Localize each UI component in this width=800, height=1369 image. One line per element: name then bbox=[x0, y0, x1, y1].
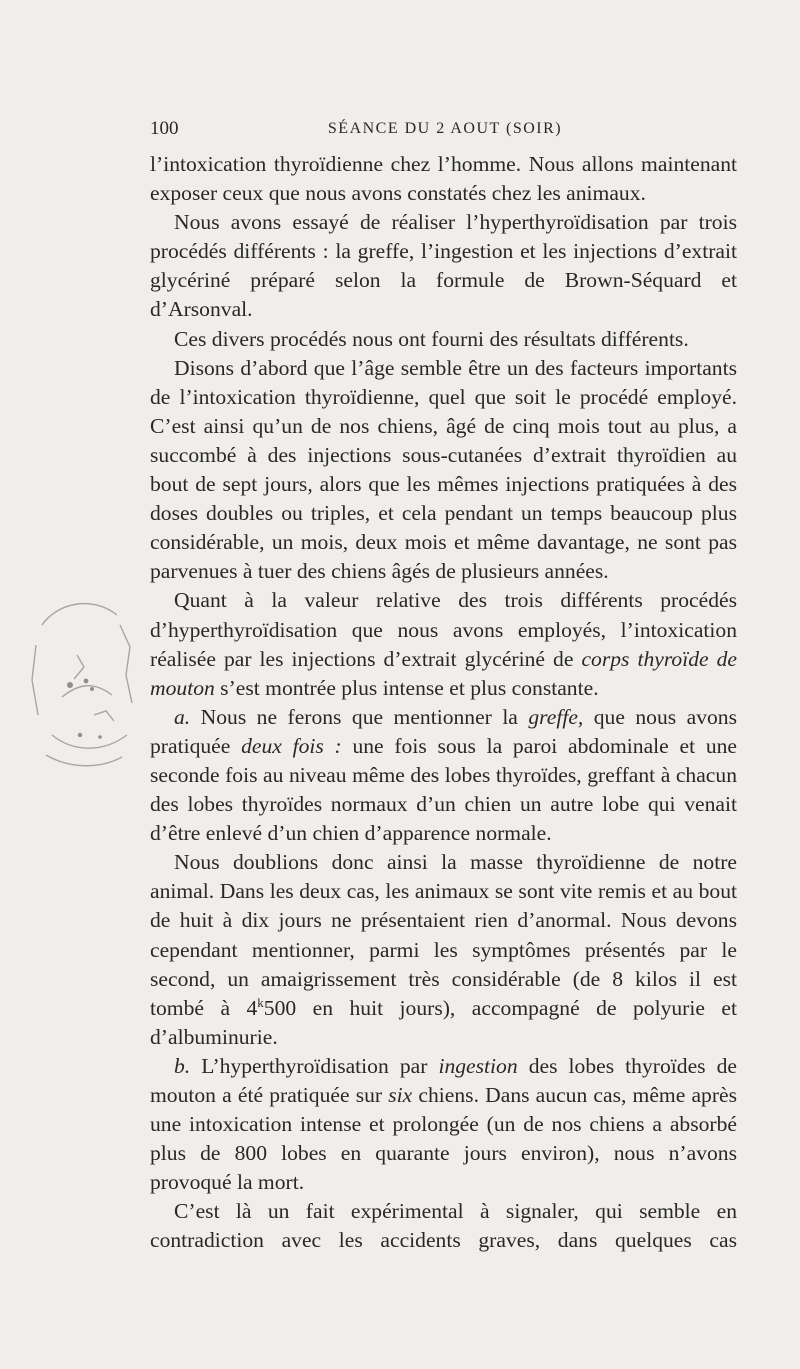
paragraph bbox=[150, 1197, 737, 1255]
paragraph-text: l’intoxication thyroïdienne chez l’homme. Nous allons maintenant exposer ceux que nous avons constatés chez les animaux. bbox=[150, 152, 737, 206]
paragraph-text: C’est là un fait expérimental à signaler, qui semble en contradiction avec les accidents graves, dans quelques cas bbox=[150, 1199, 737, 1253]
paragraph-text: Nous doublions donc ainsi la masse thyroïdienne de notre animal. Dans les deux cas, les animaux se sont vite remis et au bout de huit à dix jours ne présentaient rien d’anormal. Nous devons cependant mentionner, parmi les symptômes présentés par le second, un amaigrissement très considérable (de 8 kilos il est tombé à 4 bbox=[150, 850, 737, 1020]
paragraph bbox=[150, 703, 737, 848]
paragraph bbox=[150, 848, 737, 1052]
paragraph-text: Nous ne ferons que mentionner la bbox=[190, 704, 529, 729]
paragraph-text: L’hyperthyroïdisation par bbox=[190, 1053, 439, 1078]
paragraph bbox=[150, 586, 737, 702]
paragraph bbox=[150, 325, 737, 354]
paragraph-text: Ces divers procédés nous ont fourni des résultats différents. bbox=[174, 326, 689, 351]
italic-text: six bbox=[388, 1083, 413, 1107]
page-header bbox=[150, 118, 740, 146]
paragraph-text: Disons d’abord que l’âge semble être un des facteurs importants de l’intoxication thyroïdienne, quel que soit le procédé employé. C’est ainsi qu’un de nos chiens, âgé de cinq mois tout au plus, a succombé à des injections sous-cutanées d’extrait thyroïdien au bout de sept jours, alors que les mêmes injections pratiquées à des doses doubles ou triples, et cela pendant un temps beaucoup plus considérable, un mois, deux mois et même davantage, ne sont pas parvenues à tuer des chiens âgés de plusieurs années. bbox=[150, 355, 737, 584]
paragraph bbox=[150, 354, 737, 587]
italic-text: b. bbox=[174, 1053, 191, 1078]
italic-text: corps thyroïde de mouton bbox=[150, 646, 737, 700]
paragraph bbox=[150, 150, 737, 208]
running-head: SÉANCE DU 2 AOUT (SOIR) bbox=[327, 120, 563, 137]
paragraph-text: des lobes thyroïdes de mouton a été pratiquée sur bbox=[150, 1053, 737, 1107]
page-number: 100 bbox=[150, 118, 179, 139]
paragraph-text: chiens. Dans aucun cas, même après une intoxication intense et prolongée (un de nos chiens a absorbé plus de 800 lobes en quarante jours environ), nous n’avons provoqué la mort. bbox=[150, 1083, 738, 1195]
paragraph-text: Nous avons essayé de réaliser l’hyperthyroïdisation par trois procédés différents : la greffe, l’ingestion et les injections d’extrait glycériné préparé selon la formule de Brown-Séquard et d’Arsonval. bbox=[150, 210, 737, 322]
paragraph-text: s’est montrée plus intense et plus constante. bbox=[214, 675, 599, 700]
paragraph bbox=[150, 208, 737, 324]
italic-text: greffe, bbox=[528, 704, 584, 729]
paragraph bbox=[150, 1052, 737, 1197]
paragraph-text: Quant à la valeur relative des trois différents procédés d’hyperthyroïdisation que nous avons employés, l’intoxication réalisée par les injections d’extrait glycériné de bbox=[150, 588, 737, 671]
paragraph-text: 500 en huit jours), accompagné de polyurie et d’albuminurie. bbox=[150, 995, 738, 1049]
italic-text: ingestion bbox=[438, 1053, 518, 1078]
paragraph-text: une fois sous la paroi abdominale et une seconde fois au niveau même des lobes thyroïdes, greffant à chacun des lobes thyroïdes normaux d’un chien un autre lobe qui venait d’être enlevé d’un chien d’apparence normale. bbox=[150, 733, 738, 846]
italic-text: deux fois : bbox=[241, 733, 342, 758]
body-text bbox=[150, 150, 737, 1256]
paragraph-text: que nous avons pratiquée bbox=[150, 704, 737, 758]
library-stamp-icon bbox=[22, 585, 140, 775]
italic-text: a. bbox=[174, 704, 191, 729]
superscript-text: k bbox=[257, 994, 264, 1010]
